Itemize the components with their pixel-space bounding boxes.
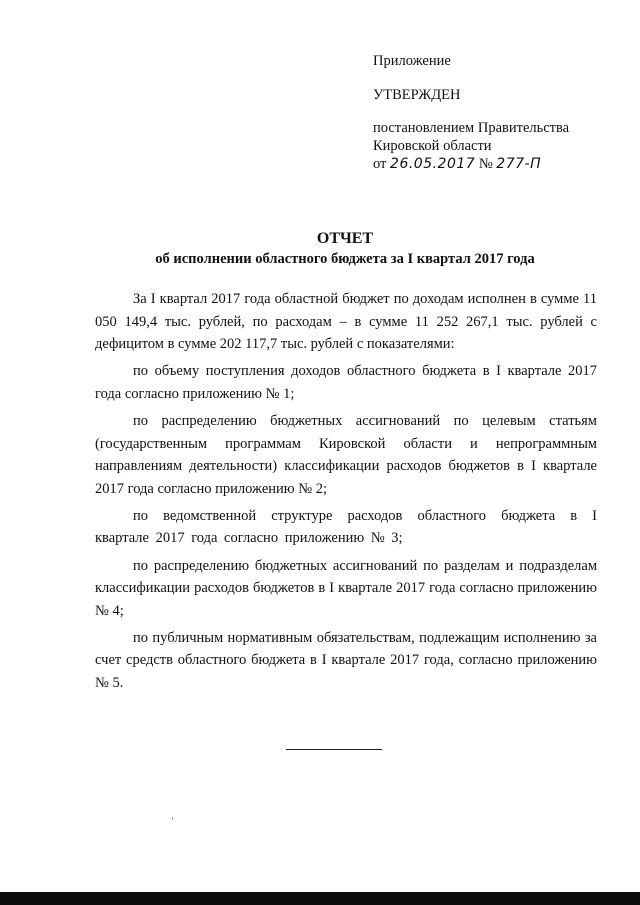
document-subtitle: об исполнении областного бюджета за I квартал 2017 года <box>155 251 535 267</box>
appendix-label: Приложение <box>373 53 451 69</box>
resolution-date-line <box>373 155 623 173</box>
number-sign: № <box>478 156 493 172</box>
paragraph-appendix-5: по публичным нормативным обязательствам, подлежащим исполнению за счет средств областного бюджета в I квартале 2017 года, согласно приложению № 5. <box>95 629 597 691</box>
resolution-number: 277-П <box>496 156 542 172</box>
report-body <box>95 288 597 695</box>
paragraph-appendix-4: по распределению бюджетных ассигнований по разделам и подразделам классификации расходов бюджетов в I квартале 2017 года согласно приложению № 4; <box>95 557 597 619</box>
resolution-date: 26.05.2017 <box>390 156 476 172</box>
region-label: Кировской области <box>373 138 492 154</box>
paragraph-appendix-2: по распределению бюджетных ассигнований по целевым статьям (государственным программам Кировской области и непрограммным направлениям деятельности) классификации расходов бюджетов в I квартале 2017 года согласно приложению № 2; <box>95 412 597 497</box>
scan-speck <box>172 817 173 820</box>
approved-label: УТВЕРЖДЕН <box>373 87 461 103</box>
paragraph-appendix-1: по объему поступления доходов областного бюджета в I квартале 2017 года согласно приложению № 1; <box>95 363 597 402</box>
resolution-label: постановлением Правительства <box>373 120 570 136</box>
scan-bottom-edge <box>0 892 640 905</box>
date-prefix: от <box>373 156 387 172</box>
paragraph-appendix-3: по ведомственной структуре расходов областного бюджета в I квартале 2017 года согласно приложению № 3; <box>95 507 597 547</box>
closing-divider <box>286 749 382 750</box>
paragraph-summary: За I квартал 2017 года областной бюджет по доходам исполнен в сумме 11 050 149,4 тыс. рублей, по расходам – в сумме 11 252 267,1 тыс. рублей с дефицитом в сумме 202 117,7 тыс. рублей с показателями: <box>95 291 597 353</box>
approval-block <box>373 52 623 173</box>
document-title: ОТЧЕТ <box>316 230 374 247</box>
